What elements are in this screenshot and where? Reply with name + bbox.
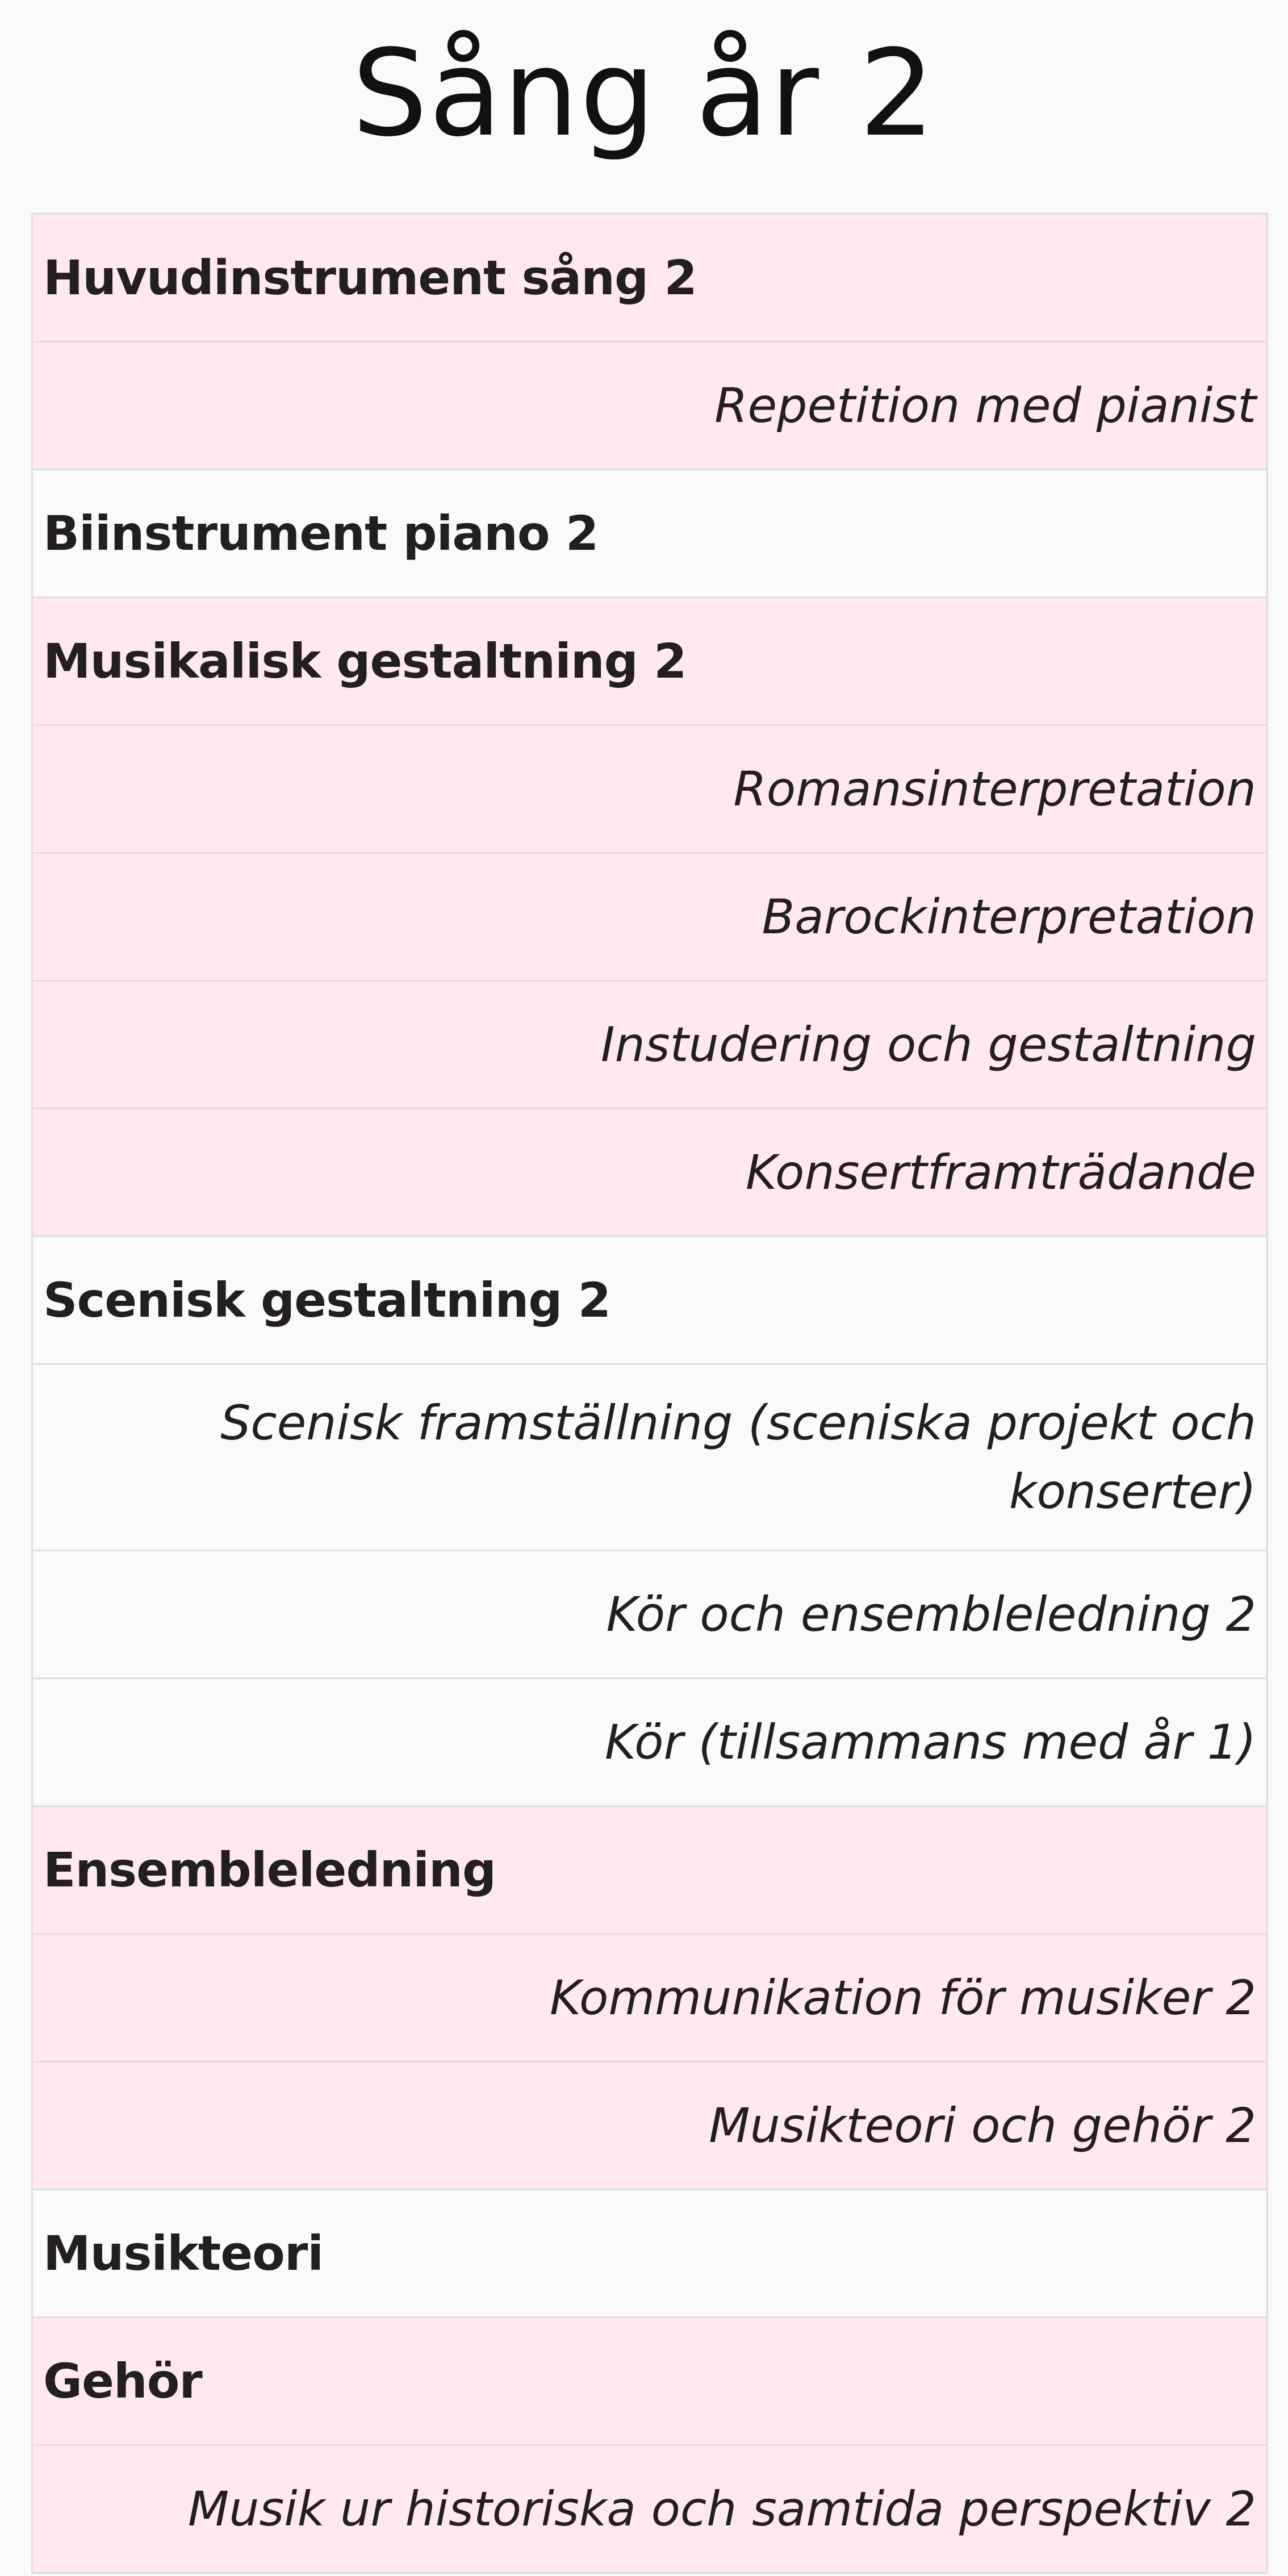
course-row: Huvudinstrument sång 2	[33, 215, 1266, 343]
course-row: Musikalisk gestaltning 2	[33, 598, 1266, 726]
course-row: Ensembleledning	[33, 1807, 1266, 1935]
course-row: Scenisk gestaltning 2	[33, 1237, 1266, 1365]
course-row: Biinstrument piano 2	[33, 470, 1266, 598]
course-subrow: Konsertframträdande	[33, 1109, 1266, 1237]
course-subrow: Musik ur historiska och samtida perspektiv 2	[33, 2446, 1266, 2574]
course-subrow: Barockinterpretation	[33, 854, 1266, 982]
course-row: Musikteori	[33, 2190, 1266, 2318]
course-subrow: Romansinterpretation	[33, 726, 1266, 854]
course-subrow: Repetition med pianist	[33, 343, 1266, 470]
course-row: Gehör	[33, 2318, 1266, 2446]
course-subrow: Kommunikation för musiker 2	[33, 1935, 1266, 2063]
page-title: Sång år 2	[352, 24, 936, 163]
course-subrow: Kör och ensembleledning 2	[33, 1551, 1266, 1679]
course-subrow: Instudering och gestaltning	[33, 982, 1266, 1109]
course-subrow: Musikteori och gehör 2	[33, 2063, 1266, 2190]
course-subrow: Kör (tillsammans med år 1)	[33, 1679, 1266, 1807]
course-table	[31, 213, 1268, 2574]
course-subrow: Scenisk framställning (sceniska projekt och konserter)	[33, 1365, 1266, 1551]
